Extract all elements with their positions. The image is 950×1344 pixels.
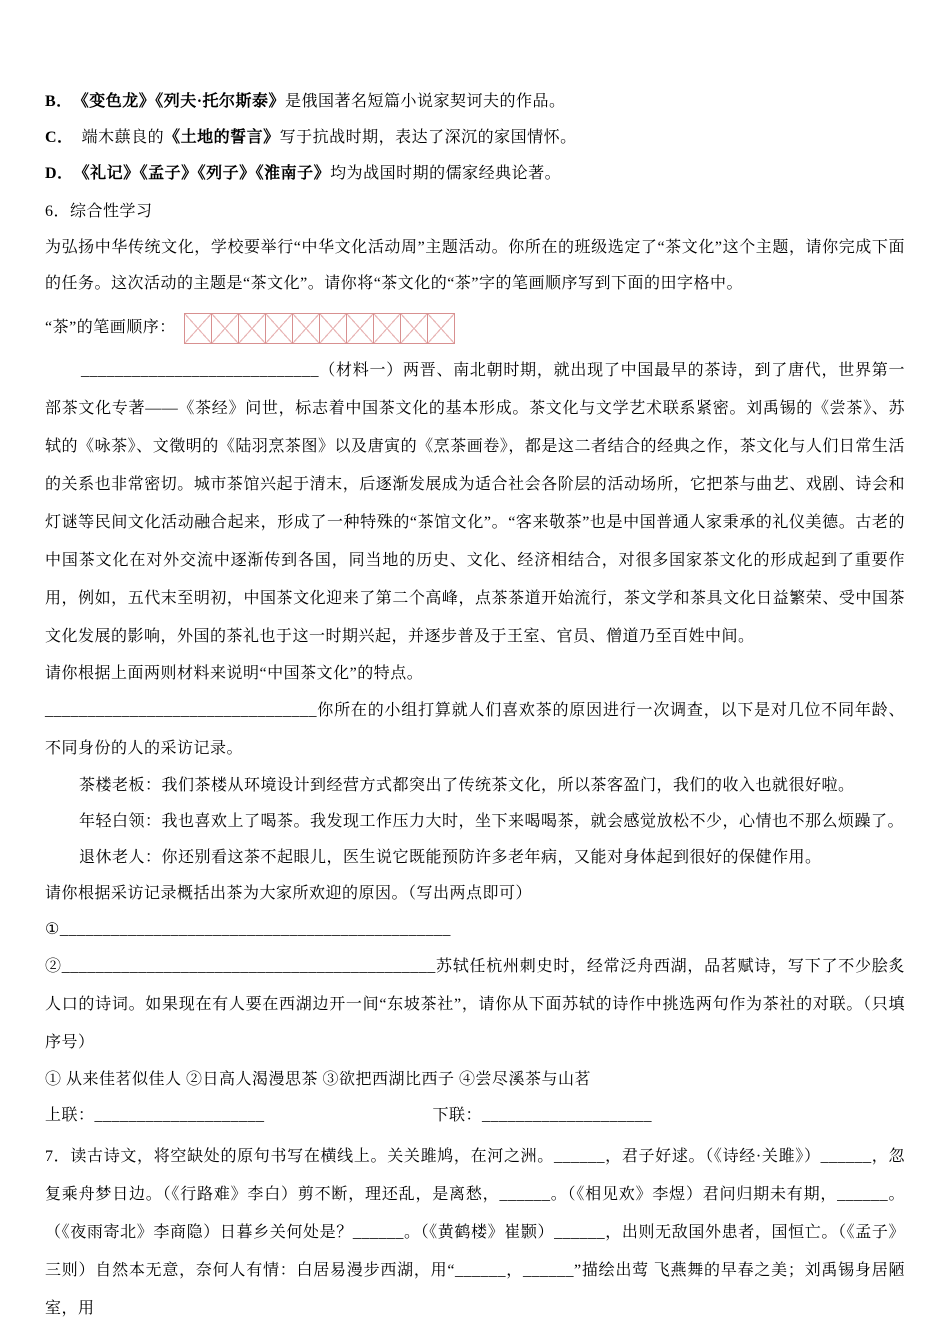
- stroke-grid-cell: [373, 313, 401, 344]
- survey-text: 你所在的小组打算就人们喜欢茶的原因进行一次调查，以下是对几位不同年龄、不同身份的人的采访记录。: [45, 702, 905, 757]
- choice-c-title: 《土地的誓言》: [164, 129, 280, 146]
- couplet-task-text: 苏轼任杭州刺史时，经常泛舟西湖，品茗赋诗，写下了不少脍炙人口的诗词。如果现在有人要在西湖边开一间“东坡茶社”，请你从下面苏轼的诗作中挑选两句作为茶社的对联。（只填序号）: [45, 958, 905, 1051]
- stroke-grid-cell: [346, 313, 374, 344]
- interview-teahouse-owner: 茶楼老板：我们茶楼从环境设计到经营方式都突出了传统茶文化，所以茶客盈门，我们的收入也就很好啦。: [79, 777, 855, 794]
- stroke-grid-cell: [292, 313, 320, 344]
- choice-c-text: 写于抗战时期，表达了深沉的家国情怀。: [279, 129, 577, 146]
- choice-c-prefix: 端木蕻良的: [81, 129, 165, 146]
- answer-blank-2: ②____________________________________________: [45, 958, 436, 975]
- interview-white-collar: 年轻白领：我也喜欢上了喝茶。我发现工作压力大时，坐下来喝喝茶，就会感觉放松不少，心情也不那么烦躁了。: [79, 813, 905, 830]
- choice-d-text: 均为战国时期的儒家经典论著。: [330, 165, 562, 182]
- choice-c: [45, 120, 905, 156]
- question-6-intro: 为弘扬中华传统文化，学校要举行“中华文化活动周”主题活动。你所在的班级选定了“茶文化”这个主题，请你完成下面的任务。这次活动的主题是“茶文化”。请你将“茶文化的“茶”字的笔画顺序写到下面的田字格中。: [45, 239, 905, 292]
- survey-blank-line: ________________________________: [45, 702, 317, 719]
- stroke-grid-cell: [319, 313, 347, 344]
- stroke-grid: [184, 313, 455, 344]
- couplet-options: ① 从来佳茗似佳人 ②日高人渴漫思茶 ③欲把西湖比西子 ④尝尽溪茶与山茗: [45, 1071, 592, 1088]
- stroke-grid-cell: [211, 313, 239, 344]
- choice-c-label: C．: [45, 129, 74, 146]
- stroke-order-label: “茶”的笔画顺序：: [45, 319, 176, 336]
- choice-b-title: 《变色龙》《列夫·托尔斯泰》: [80, 93, 286, 110]
- choice-b-text: 是俄国著名短篇小说家契诃夫的作品。: [285, 93, 566, 110]
- stroke-grid-cell: [265, 313, 293, 344]
- choice-d-label: D．: [45, 165, 74, 182]
- choice-b-label: B．: [45, 93, 73, 110]
- material-1-text: （材料一）两晋、南北朝时期，就出现了中国最早的茶诗，到了唐代，世界第一部茶文化专著——《茶经》问世，标志着中国茶文化的基本形成。茶文化与文学艺术联系紧密。刘禹锡的《尝茶》、苏轼的《咏茶》、文徵明的《陆羽烹茶图》以及唐寅的《烹茶画卷》，都是这二者结合的经典之作，茶文化与人们日常生活的关系也非常密切。城市茶馆兴起于清末，后逐渐发展成为适合社会各阶层的活动场所，它把茶与曲艺、戏剧、诗会和灯谜等民间文化活动融合起来，形成了一种特殊的“茶馆文化”。“客来敬茶”也是中国普通人家秉承的礼仪美德。古老的中国茶文化在对外交流中逐渐传到各国，同当地的历史、文化、经济相结合，对很多国家茶文化的形成起到了重要作用，例如，五代末至明初，中国茶文化迎来了第二个高峰，点茶茶道开始流行，茶文学和茶具文化日益繁荣、受中国茶文化发展的影响，外国的茶礼也于这一时期兴起，并逐步普及于王室、官员、僧道乃至百姓中间。: [45, 362, 905, 645]
- answer-blank-1: ①______________________________________________: [45, 921, 451, 938]
- couplet-lower-blank: 下联：____________________: [432, 1107, 653, 1124]
- stroke-grid-cell: [184, 313, 212, 344]
- stroke-grid-cell: [427, 313, 455, 344]
- choice-d-title: 《礼记》《孟子》《列子》《淮南子》: [81, 165, 331, 182]
- stroke-order-row: [45, 311, 905, 345]
- interview-retiree: 退休老人：你还别看这茶不起眼儿，医生说它既能预防许多老年病，又能对身体起到很好的保健作用。: [79, 849, 822, 866]
- question-features: 请你根据上面两则材料来说明“中国茶文化”的特点。: [45, 665, 424, 682]
- question-7-paragraph: 7．读古诗文，将空缺处的原句书写在横线上。关关雎鸠，在河之洲。______，君子好逑。（《诗经·关雎》）______，忽复乘舟梦日边。（《行路难》李白）剪不断，理还乱，是离愁，______。（《相见欢》李煜）君问归期未有期，______。（《夜雨寄北》李商隐）日暮乡关何处是？______。（《黄鹤楼》崔颢）______，出则无敌国外患者，国恒亡。（《孟子》三则）自然本无意，奈何人有情：白居易漫步西湖，用“______，______”描绘出莺 飞燕舞的早春之美；刘禹锡身居陋室，用: [45, 1148, 905, 1317]
- material-1-paragraph: [45, 352, 905, 656]
- choice-d: [45, 156, 905, 192]
- couplet-upper-blank: 上联：____________________: [45, 1107, 265, 1124]
- stroke-grid-cell: [238, 313, 266, 344]
- question-reasons: 请你根据采访记录概括出茶为大家所欢迎的原因。（写出两点即可）: [45, 885, 533, 902]
- answer-2-paragraph: [45, 948, 905, 1062]
- material-blank-line: ____________________________: [81, 362, 319, 379]
- choice-b: [45, 84, 905, 120]
- couplet-answer-row: [45, 1098, 905, 1134]
- survey-paragraph: [45, 692, 905, 768]
- question-6-heading: 6．综合性学习: [45, 203, 153, 220]
- choice-list: [45, 84, 905, 192]
- stroke-grid-cell: [400, 313, 428, 344]
